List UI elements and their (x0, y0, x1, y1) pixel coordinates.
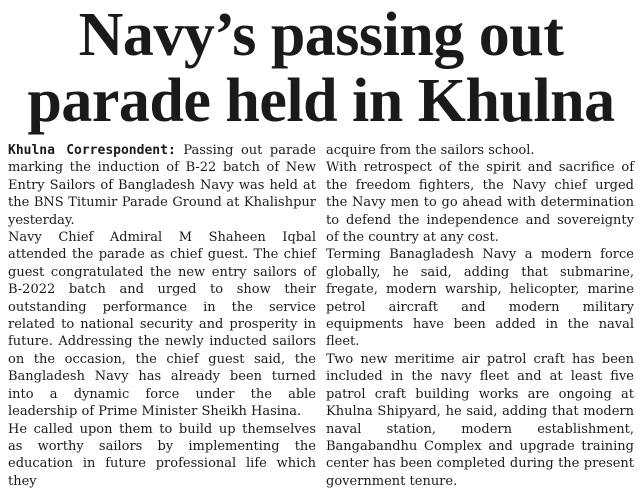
headline-line-2: parade held in Khulna (27, 67, 615, 135)
headline (0, 2, 642, 134)
paragraph: Navy Chief Admiral M Shaheen Iqbal attended the parade as chief guest. The chief guest congratulated the new entry sailors of B-2022 batch and urged to show their outstanding performance in the service related to national security and prosperity in future. Addressing the newly inducted sailors on the occasion, the chief guest said, the Bangladesh Navy has already been turned into a dynamic force under the able leadership of Prime Minister Sheikh Hasina. (8, 230, 316, 420)
paragraph (8, 142, 316, 229)
column-left (8, 142, 316, 490)
paragraph: acquire from the sailors school. (326, 143, 535, 158)
article-body (8, 142, 634, 490)
byline: Khulna Correspondent: (8, 143, 176, 158)
paragraph: Terming Banagladesh Navy a modern force globally, he said, adding that submarine, fregate, modern warship, helicopter, marine petrol aircraft and modern military equipments have been added in the naval fleet. (326, 247, 634, 350)
paragraph: Two new meritime air patrol craft has been included in the navy fleet and at least five patrol craft building works are ongoing at Khulna Shipyard, he said, adding that modern naval station, modern establishment, Bangabandhu Complex and upgrade training center has been completed during the present government tenure. (326, 351, 634, 489)
paragraph-text: Passing out parade marking the induction of B-22 batch of New Entry Sailors of Bangladesh Navy was held at the BNS Titumir Parade Ground at Khalishpur yesterday. (8, 143, 316, 228)
headline-line-1: Navy’s passing out (78, 1, 564, 69)
paragraph: He called upon them to build up themselves as worthy sailors by implementing the education in future professional life which they (8, 421, 316, 489)
paragraph: With retrospect of the spirit and sacrifice of the freedom fighters, the Navy chief urged the Navy men to go ahead with determination to defend the independence and sovereignty of the country at any cost. (326, 160, 634, 246)
column-right (326, 142, 634, 490)
